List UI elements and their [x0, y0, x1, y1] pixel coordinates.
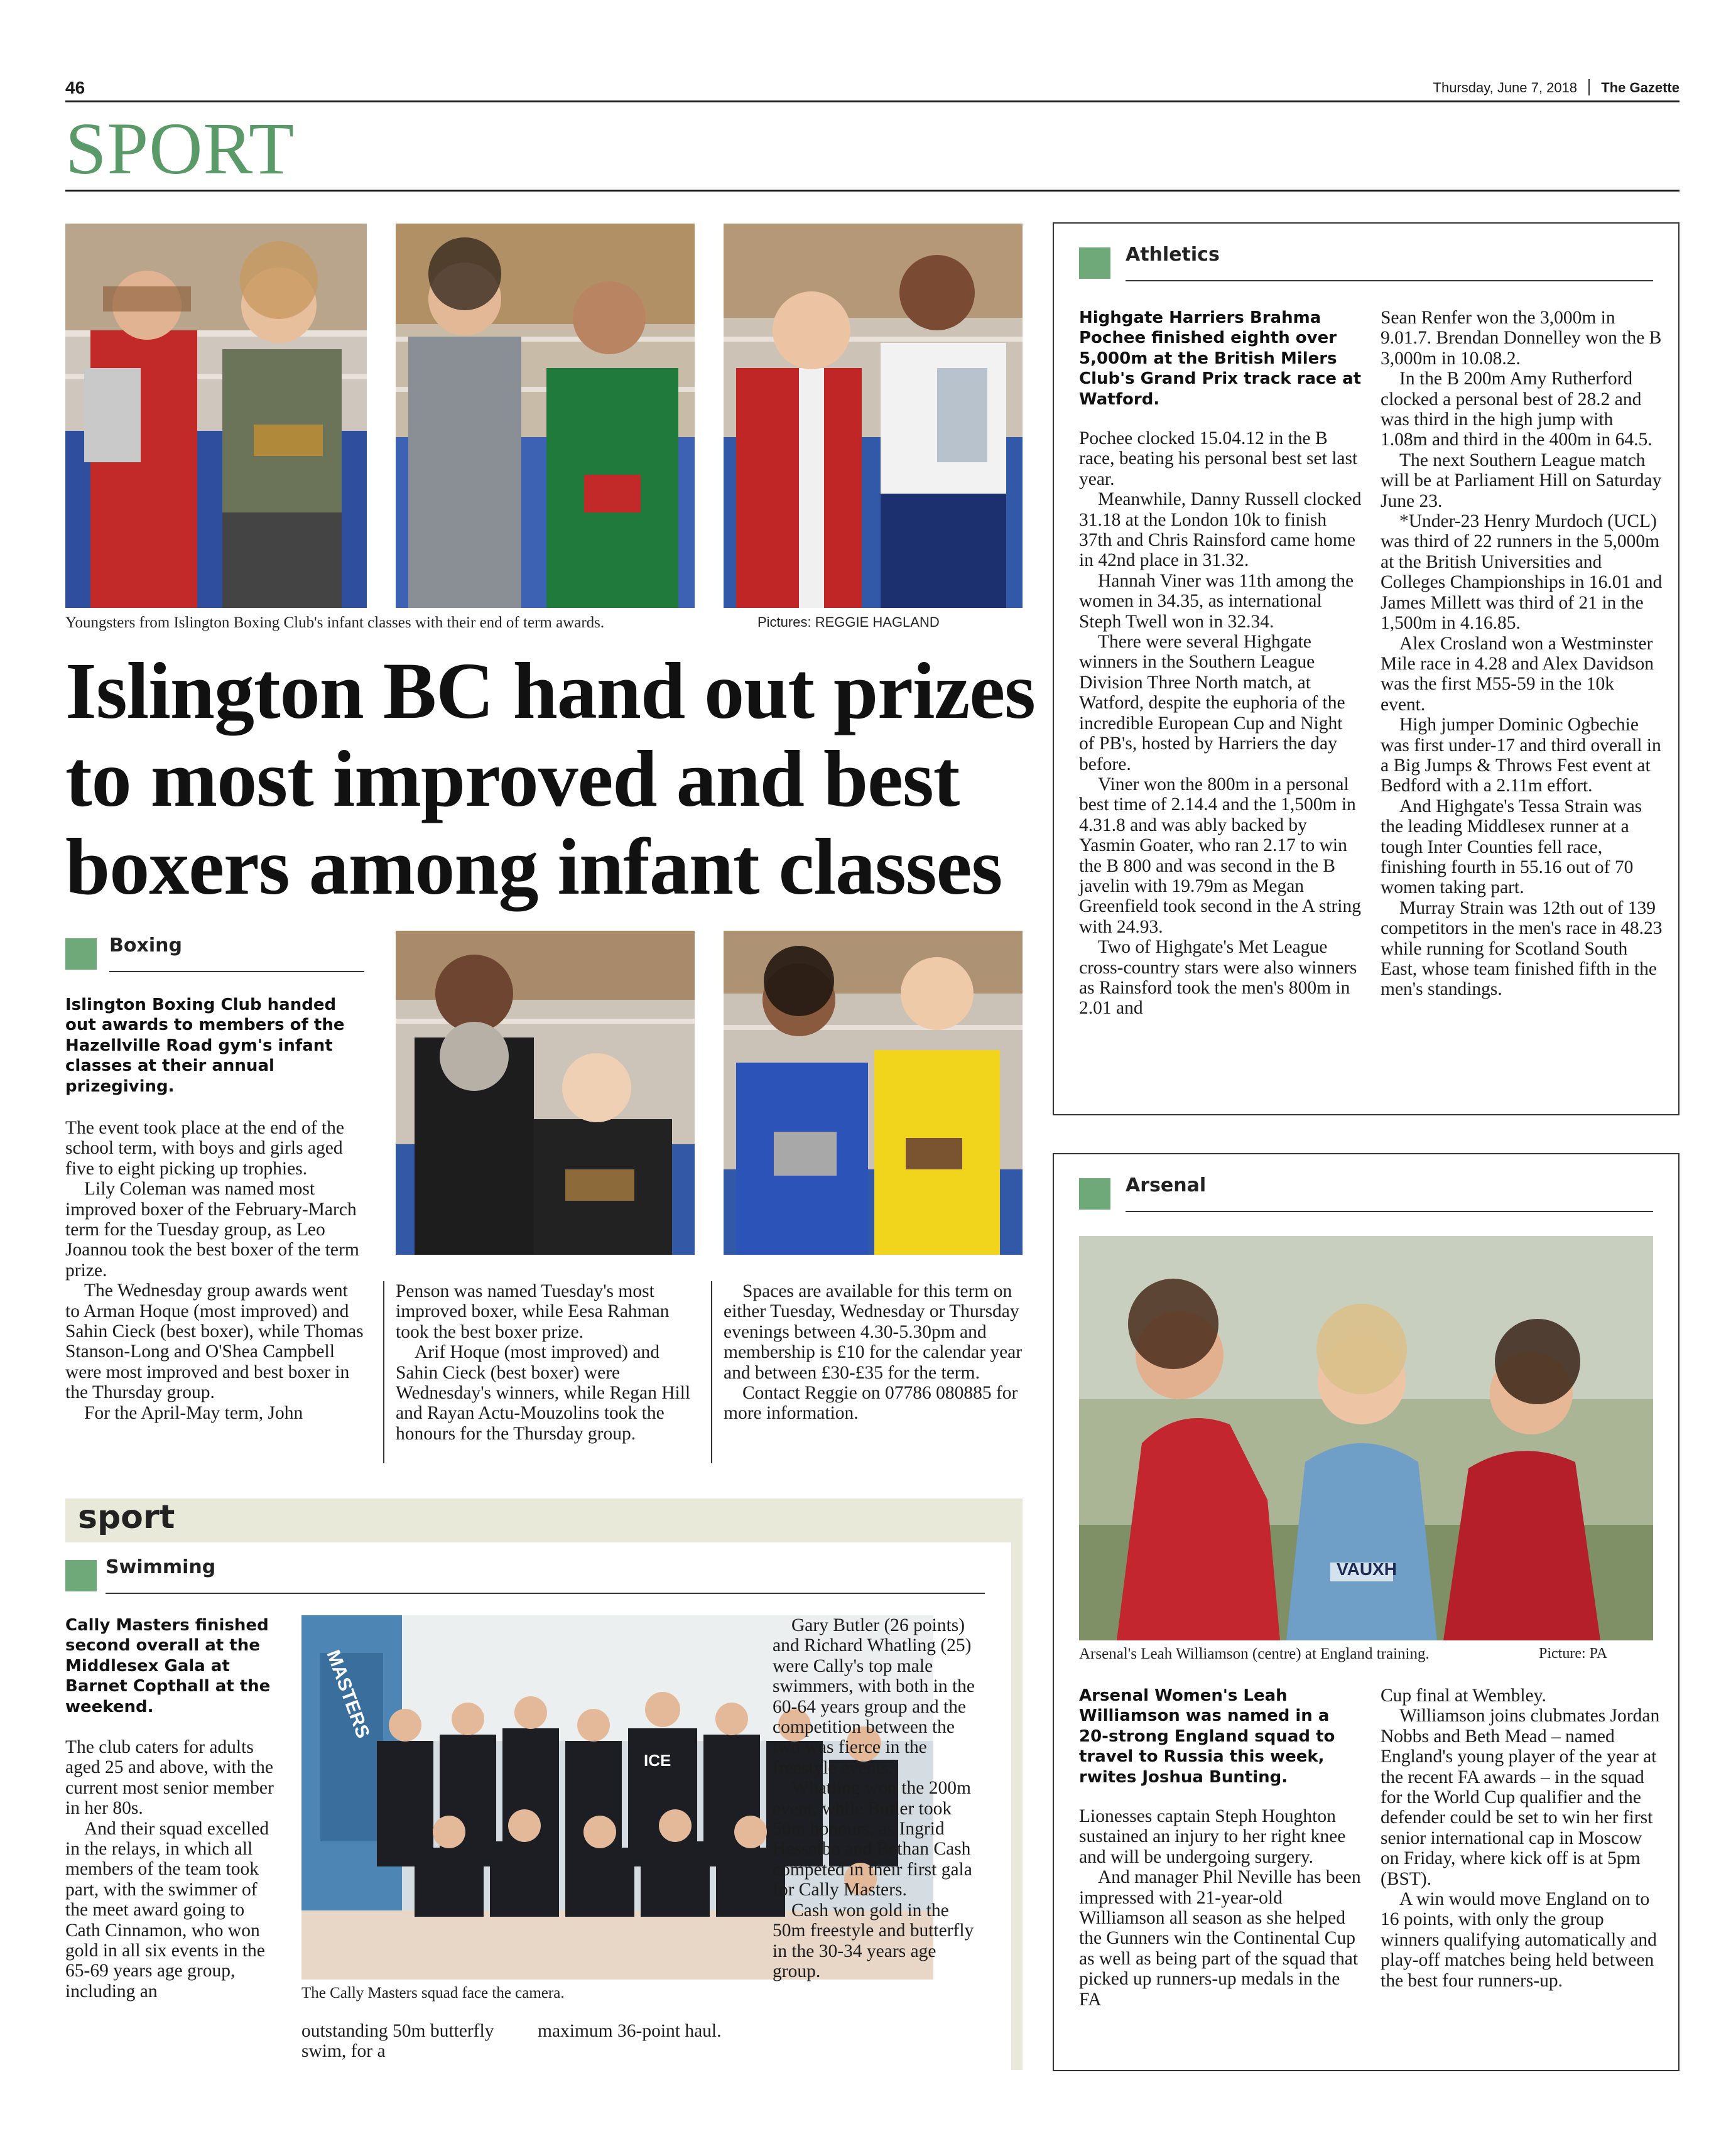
swimming-banner-text: MASTERS	[322, 1647, 374, 1742]
boxing-photo-5	[724, 931, 1023, 1255]
paragraph: The club caters for adults aged 25 and above, with the current most senior member in her 80s.	[65, 1737, 274, 1819]
swimming-intro: Cally Masters finished second overall at the Middlesex Gala at Barnet Copthall at the weekend.	[65, 1616, 271, 1716]
paragraph: The next Southern League match will be at Parliament Hill on Saturday June 23.	[1381, 450, 1662, 511]
arsenal-kicker: Arsenal	[1126, 1174, 1207, 1196]
athletics-col-1	[1079, 428, 1362, 1019]
dateline-paper: The Gazette	[1601, 80, 1679, 95]
paragraph: And their squad excelled in the relays, in which all members of the team took part, with the swimmer of the meet award going to Cath Cinnamon, who won gold in all six events in the 65-69 years age group, including an	[65, 1818, 269, 2002]
arsenal-col-1	[1079, 1806, 1362, 2010]
boxing-kicker: Boxing	[109, 934, 182, 956]
paragraph: Lily Coleman was named most improved boxer of the February-March term for the Tuesday group, as Leo Joannou took the best boxer of the term prize.	[65, 1179, 359, 1281]
arsenal-photo-text: VAUXH	[1337, 1559, 1397, 1579]
swimming-col-3	[538, 2021, 726, 2041]
boxing-kicker-marker	[65, 938, 97, 970]
boxing-top-caption: Youngsters from Islington Boxing Club's infant classes with their end of term awards.	[65, 614, 605, 631]
paragraph: Spaces are available for this term on either Tuesday, Wednesday or Thursday evenings between 4.30-5.30pm and membership is £10 for the calendar year and between £30-£35 for the term.	[724, 1281, 1023, 1383]
paragraph: A win would move England on to 16 points, with only the group winners qualifying automatically and play-off matches being held between the best four runners-up.	[1381, 1889, 1657, 1991]
arsenal-kicker-marker	[1079, 1178, 1110, 1210]
swimming-col-4	[773, 1615, 986, 1981]
paragraph: Cup final at Wembley.	[1381, 1686, 1546, 1706]
swimming-col-2	[301, 2021, 509, 2062]
paragraph: Two of Highgate's Met League cross-country stars were also winners as Rainsford took the men's 800m in 2.01 and	[1079, 937, 1357, 1019]
header-rule	[65, 100, 1679, 102]
sport-band-side	[1011, 1498, 1023, 2070]
paragraph: Pochee clocked 15.04.12 in the B race, beating his personal best set last year.	[1079, 428, 1358, 489]
paragraph: Penson was named Tuesday's most improved boxer, while Eesa Rahman took the best boxer prize.	[396, 1281, 670, 1342]
boxing-kicker-rule	[109, 971, 364, 972]
boxing-photo-3	[724, 224, 1023, 608]
paragraph: Hannah Viner was 11th among the women in 34.35, as international Steph Twell won in 32.34.	[1079, 570, 1354, 632]
boxing-photo-4	[396, 931, 695, 1255]
paragraph: The event took place at the end of the school term, with boys and girls aged five to eight picking up trophies.	[65, 1118, 344, 1179]
athletics-kicker: Athletics	[1126, 244, 1220, 266]
arsenal-caption: Arsenal's Leah Williamson (centre) at England training.	[1079, 1645, 1430, 1662]
dateline-date: Thursday, June 7, 2018	[1433, 80, 1578, 95]
page-number: 46	[65, 78, 85, 97]
sport-band-label: sport	[78, 1498, 175, 1536]
boxing-photo-credit: Pictures: REGGIE HAGLAND	[757, 614, 940, 630]
athletics-kicker-rule	[1126, 280, 1653, 281]
boxing-col-3	[724, 1281, 1023, 1424]
boxing-photo-2	[396, 224, 695, 608]
boxing-photo-1	[65, 224, 367, 608]
paragraph: Murray Strain was 12th out of 139 competitors in the men's race in 48.23 while running for Scotland South East, whose team finished fifth in the men's standings.	[1381, 897, 1663, 1000]
dateline-separator	[1588, 79, 1590, 95]
arsenal-photo	[1079, 1236, 1653, 1640]
swimming-caption: The Cally Masters squad face the camera.	[301, 1985, 565, 2002]
paragraph: Arif Hoque (most improved) and Sahin Cieck (best boxer) were Wednesday's winners, while Regan Hill and Rayan Actu-Mouzolins took the honours for the Thursday group.	[396, 1342, 691, 1444]
paragraph: Gary Butler (26 points) and Richard Whatling (25) were Cally's top male swimmers, with both in the 60-64 years group and the competition between the two was fierce in the freestyle events.	[773, 1615, 975, 1778]
paragraph: And manager Phil Neville has been impressed with 21-year-old Williamson all season as she helped the Gunners win the Continental Cup as well as being part of the squad that picked up runners-up medals in the FA	[1079, 1867, 1361, 2010]
swimming-kicker-rule	[106, 1593, 985, 1594]
section-title: SPORT	[65, 107, 295, 190]
arsenal-kicker-rule	[1126, 1211, 1653, 1212]
paragraph: outstanding 50m butterfly swim, for a	[301, 2021, 494, 2062]
paragraph: Sean Renfer won the 3,000m in 9.01.7. Brendan Donnelley won the B 3,000m in 10.08.2.	[1381, 308, 1662, 369]
paragraph: Cash won gold in the 50m freestyle and butterfly in the 30-34 years age group.	[773, 1900, 974, 1981]
paragraph: Viner won the 800m in a personal best time of 2.14.4 and the 1,500m in 4.31.8 and was ably backed by Yasmin Goater, who ran 2.17 to win the B 800 and was second in the B javelin with 19.79m as Megan Greenfield took second in the A string with 24.93.	[1079, 774, 1361, 937]
swimming-shirt-text: ICE	[644, 1751, 671, 1770]
paragraph: Whatling won the 200m event, while Butler took 50m honours, as Ingrid Hesselbo and Bethan Cash competed in their first gala for Cally Masters.	[773, 1778, 972, 1900]
paragraph: The Wednesday group awards went to Arman Hoque (most improved) and Sahin Cieck (best boxer), while Thomas Stanson-Long and O'Shea Campbell were most improved and best boxer in the Thursday group.	[65, 1281, 364, 1403]
paragraph: Lionesses captain Steph Houghton sustained an injury to her right knee and will be undergoing surgery.	[1079, 1806, 1346, 1867]
boxing-col-divider-1	[383, 1281, 384, 1463]
dateline	[1433, 79, 1679, 96]
arsenal-col-2	[1381, 1686, 1663, 1991]
paragraph: Alex Crosland won a Westminster Mile race in 4.28 and Alex Davidson was the first M55-59 in the 10k event.	[1381, 633, 1654, 715]
section-rule	[65, 190, 1679, 192]
boxing-col-2	[396, 1281, 695, 1444]
paragraph: Williamson joins clubmates Jordan Nobbs and Beth Mead – named England's young player of the year at the recent FA awards – in the squad for the World Cup qualifier and the defender could be set to win her first senior international cap in Moscow on Friday, where kick off is at 5pm (BST).	[1381, 1706, 1660, 1889]
paragraph: In the B 200m Amy Rutherford clocked a personal best of 28.2 and was third in the high jump with 1.08m and third in the 400m in 64.5.	[1381, 369, 1652, 450]
paragraph: High jumper Dominic Ogbechie was first under-17 and third overall in a Big Jumps & Throws Fest event at Bedford with a 2.11m effort.	[1381, 715, 1661, 796]
paragraph: For the April-May term, John	[84, 1402, 303, 1423]
boxing-headline: Islington BC hand out prizes to most improved and best boxers among infant classes	[65, 646, 1035, 911]
boxing-col-divider-2	[711, 1281, 712, 1463]
arsenal-intro: Arsenal Women's Leah Williamson was named in a 20-strong England squad to travel to Russia this week, rwites Joshua Bunting.	[1079, 1686, 1335, 1787]
sport-band	[65, 1498, 1023, 1542]
athletics-kicker-marker	[1079, 247, 1110, 279]
boxing-intro: Islington Boxing Club handed out awards to members of the Hazellville Road gym's infant classes at their annual prizegiving.	[65, 995, 345, 1096]
paragraph: And Highgate's Tessa Strain was the leading Middlesex runner at a tough Inter Counties fell race, finishing fourth in 55.16 out of 70 women taking part.	[1381, 796, 1642, 898]
paragraph: Meanwhile, Danny Russell clocked 31.18 at the London 10k to finish 37th and Chris Rainsford came home in 42nd place in 31.32.	[1079, 489, 1362, 571]
paragraph: Contact Reggie on 07786 080885 for more information.	[724, 1383, 1018, 1424]
swimming-col-1	[65, 1737, 279, 2002]
swimming-kicker: Swimming	[106, 1556, 216, 1578]
arsenal-photo-credit: Picture: PA	[1539, 1645, 1608, 1662]
athletics-intro: Highgate Harriers Brahma Pochee finished eighth over 5,000m at the British Milers Club's Grand Prix track race at Watford.	[1079, 308, 1362, 409]
athletics-col-2	[1381, 308, 1663, 1000]
swimming-kicker-marker	[65, 1560, 97, 1591]
paragraph: maximum 36-point haul.	[538, 2021, 722, 2041]
paragraph: *Under-23 Henry Murdoch (UCL) was third of 22 runners in the 5,000m at the British Universities and Colleges Championships in 16.01 and James Millett was third of 21 in the 1,500m in 4.16.85.	[1381, 511, 1663, 634]
boxing-col-1	[65, 1118, 364, 1423]
paragraph: There were several Highgate winners in the Southern League Division Three North match, at Watford, despite the euphoria of the incredible European Cup and Night of PB's, hosted by Harriers the day before.	[1079, 632, 1345, 774]
